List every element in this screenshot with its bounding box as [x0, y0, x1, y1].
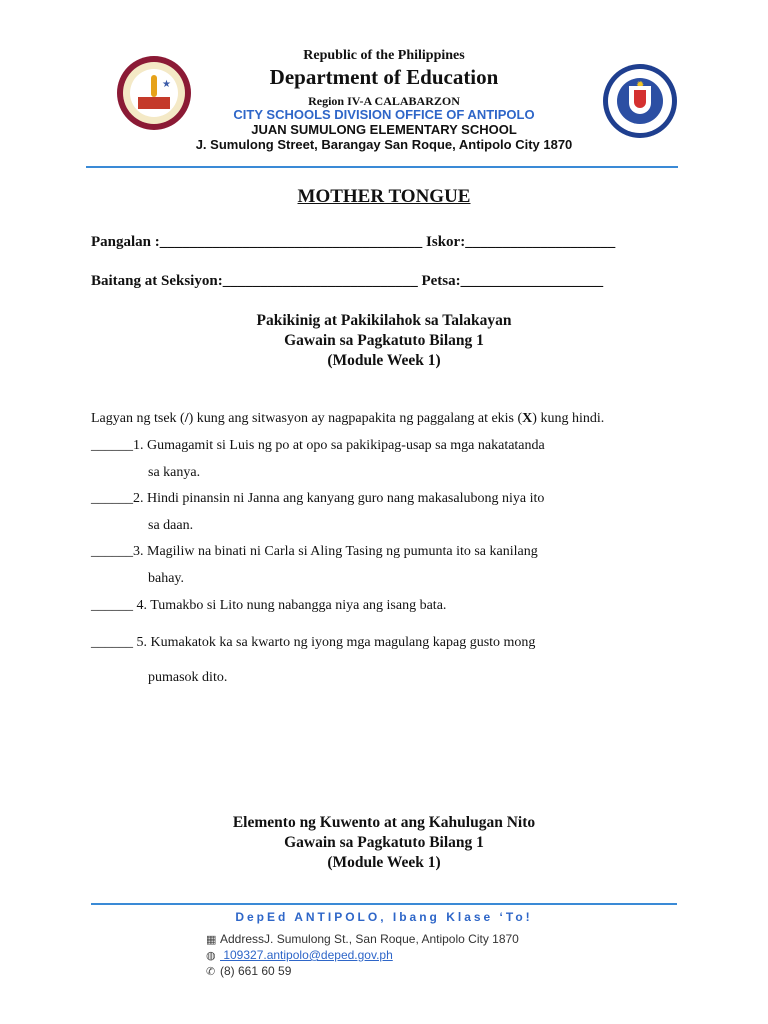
list-item: ______3. Magiliw na binati ni Carla si Aling Tasing ng pumunta ito sa kanilang — [91, 544, 538, 559]
page-title: MOTHER TONGUE — [297, 186, 471, 207]
instruction-part: Lagyan ng tsek ( — [91, 411, 185, 426]
grade-date-row — [91, 273, 603, 290]
list-item-continuation: sa daan. — [148, 518, 194, 533]
phone-icon: ✆ — [206, 965, 216, 978]
star-icon: ★ — [162, 79, 171, 90]
footer-phone — [206, 964, 291, 978]
footer-address — [206, 932, 519, 946]
list-item-continuation: pumasok dito. — [148, 670, 228, 685]
section1-heading — [0, 311, 768, 371]
grade-section-label: Baitang at Seksiyon: — [91, 273, 223, 289]
division-heading: CITY SCHOOLS DIVISION OFFICE OF ANTIPOLO — [233, 107, 535, 122]
section1-subtitle: Gawain sa Pagkatuto Bilang 1 — [284, 332, 484, 349]
date-label: Petsa: — [421, 273, 461, 289]
list-item-continuation: sa kanya. — [148, 465, 201, 480]
footer-email — [206, 948, 393, 962]
section1-module: (Module Week 1) — [327, 352, 441, 369]
name-blank[interactable]: ___________________________________ — [159, 234, 423, 250]
building-icon: ▦ — [206, 933, 217, 946]
footer-phone-text: (8) 661 60 59 — [220, 964, 292, 978]
list-item: ______ 5. Kumakatok ka sa kwarto ng iyong mga magulang kapag gusto mong — [91, 635, 536, 650]
email-link[interactable]: 109327.antipolo@deped.gov.ph — [220, 948, 393, 962]
section2-heading — [0, 813, 768, 873]
section2-title: Elemento ng Kuwento at ang Kahulugan Nito — [232, 814, 536, 831]
globe-icon: ◍ — [206, 949, 216, 962]
check-mark: / — [184, 411, 189, 426]
footer-motto: DepEd ANTIPOLO, Ibang Klase ‘To! — [235, 910, 533, 924]
list-item-continuation: bahay. — [148, 571, 185, 586]
instruction-part: ) kung ang sitwasyon ay nagpapakita ng paggalang at ekis ( — [188, 411, 523, 426]
list-item: ______ 4. Tumakbo si Lito nung nabangga niya ang isang bata. — [91, 598, 447, 613]
list-item: ______2. Hindi pinansin ni Janna ang kanyang guro nang makasalubong niya ito — [91, 491, 545, 506]
score-blank[interactable]: ____________________ — [465, 234, 616, 250]
region-heading: Region IV-A CALABARZON — [308, 94, 460, 108]
date-blank[interactable]: ___________________ — [460, 273, 604, 289]
score-label: Iskor: — [426, 234, 466, 250]
footer-divider — [91, 903, 677, 905]
section2-module: (Module Week 1) — [327, 854, 441, 871]
footer-address-text: AddressJ. Sumulong St., San Roque, Antipolo City 1870 — [220, 932, 519, 946]
school-heading: JUAN SUMULONG ELEMENTARY SCHOOL — [251, 122, 517, 137]
x-mark: X — [522, 411, 533, 426]
instruction-part: ) kung hindi. — [532, 411, 605, 426]
school-address: J. Sumulong Street, Barangay San Roque, Antipolo City 1870 — [195, 137, 573, 152]
instruction-text — [91, 411, 604, 427]
section2-subtitle: Gawain sa Pagkatuto Bilang 1 — [284, 834, 484, 851]
section1-title: Pakikinig at Pakikilahok sa Talakayan — [256, 312, 512, 329]
list-item: ______1. Gumagamit si Luis ng po at opo sa pakikipag-usap sa mga nakatatanda — [91, 438, 545, 453]
header-divider — [86, 166, 678, 168]
name-score-row — [91, 234, 615, 251]
name-label: Pangalan : — [91, 234, 160, 250]
republic-heading: Republic of the Philippines — [303, 48, 465, 63]
department-heading: Department of Education — [269, 65, 499, 89]
grade-section-blank[interactable]: __________________________ — [222, 273, 418, 289]
